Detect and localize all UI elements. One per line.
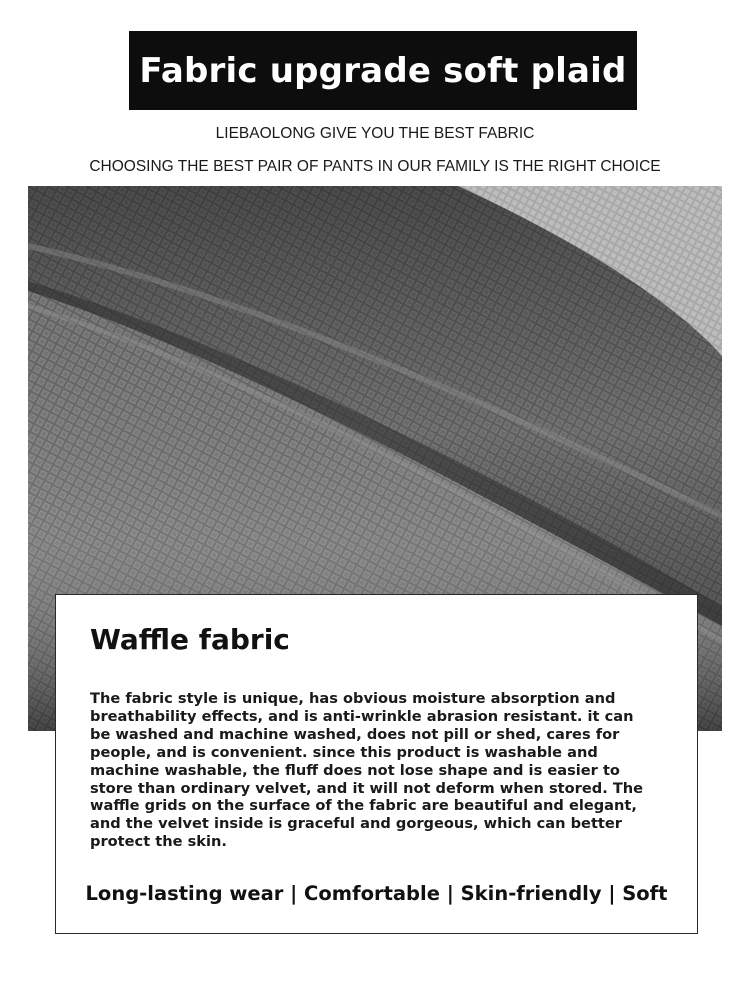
card-title: Waffle fabric [90,623,290,656]
waffle-fabric-card [55,594,698,934]
feature-list: Long-lasting wear | Comfortable | Skin-friendly | Soft [85,882,668,905]
card-description: The fabric style is unique, has obvious moisture absorption and breathability effects, and is anti-wrinkle abrasion resistant. it can be washed and machine washed, does not pill or shed, cares for people, and is convenient. since this product is washable and machine washable, the fluff does not lose shape and is easier to store than ordinary velvet, and it will not deform when stored. The waffle grids on the surface of the fabric are beautiful and elegant, and the velvet inside is graceful and gorgeous, which can better protect the skin. [90,690,644,851]
banner-title: Fabric upgrade soft plaid [139,50,627,91]
brand-subtitle: LIEBAOLONG GIVE YOU THE BEST FABRIC [215,125,535,142]
choice-subtitle: CHOOSING THE BEST PAIR OF PANTS IN OUR FAMILY IS THE RIGHT CHOICE [89,158,661,175]
title-banner [129,31,637,110]
